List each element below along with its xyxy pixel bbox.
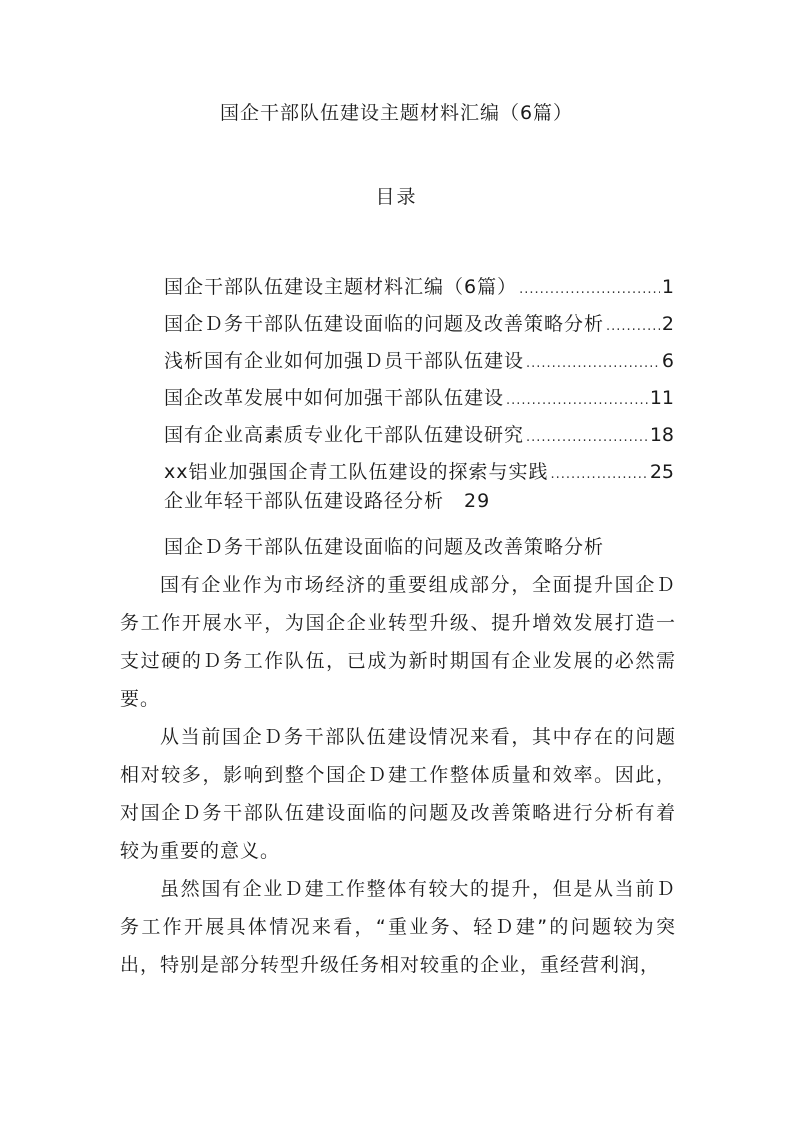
toc-entry-page: 29 [464,490,491,512]
toc-entry[interactable] [164,272,674,309]
toc-entry-title: 国有企业高素质专业化干部队伍建设研究 [164,424,525,446]
toc-entry[interactable] [164,420,674,457]
toc-entry-title: xx铝业加强国企青工队伍建设的探索与实践 [164,461,549,483]
toc-dot-leader [606,319,660,334]
section-title: 国企Ｄ务干部队伍建设面临的问题及改善策略分析 [164,536,605,558]
toc-entry-page: 18 [649,424,674,446]
toc-entry-title: 国企干部队伍建设主题材料汇编（6篇） [164,276,518,298]
table-of-contents [164,272,674,494]
toc-dot-leader [506,393,648,408]
toc-entry-page: 11 [649,387,674,409]
toc-entry[interactable] [164,383,674,420]
toc-entry-title: 国企改革发展中如何加强干部队伍建设 [164,387,505,409]
paragraph: 虽然国有企业Ｄ建工作整体有较大的提升，但是从当前Ｄ务工作开展具体情况来看，“重业务、轻Ｄ建”的问题较为突出，特别是部分转型升级任务相对较重的企业，重经营利润， [120,878,676,976]
toc-entry-last[interactable] [164,486,490,513]
paragraph: 从当前国企Ｄ务干部队伍建设情况来看，其中存在的问题相对较多，影响到整个国企Ｄ建工作整体质量和效率。因此，对国企Ｄ务干部队伍建设面临的问题及改善策略进行分析有着较为重要的意义。 [120,726,676,862]
toc-entry[interactable] [164,346,674,383]
toc-dot-leader [526,356,660,371]
toc-entry-page: 25 [649,461,674,483]
toc-dot-leader [526,430,648,445]
toc-dot-leader [519,282,660,297]
toc-entry-page: 6 [661,350,674,372]
toc-entry-title: 国企Ｄ务干部队伍建设面临的问题及改善策略分析 [164,313,605,335]
toc-entry-title: 企业年轻干部队伍建设路径分析 [164,490,445,512]
body-text [120,566,676,984]
toc-entry[interactable] [164,309,674,346]
toc-heading: 目录 [375,186,418,208]
toc-entry-title: 浅析国有企业如何加强Ｄ员干部队伍建设 [164,350,525,372]
toc-dot-leader [551,467,648,482]
paragraph: 国有企业作为市场经济的重要组成部分，全面提升国企Ｄ务工作开展水平，为国企企业转型升级、提升增效发展打造一支过硬的Ｄ务工作队伍，已成为新时期国有企业发展的必然需要。 [120,574,676,710]
toc-entry-page: 1 [661,276,674,298]
toc-entry-page: 2 [661,313,674,335]
document-title: 国企干部队伍建设主题材料汇编（6篇） [219,102,574,124]
